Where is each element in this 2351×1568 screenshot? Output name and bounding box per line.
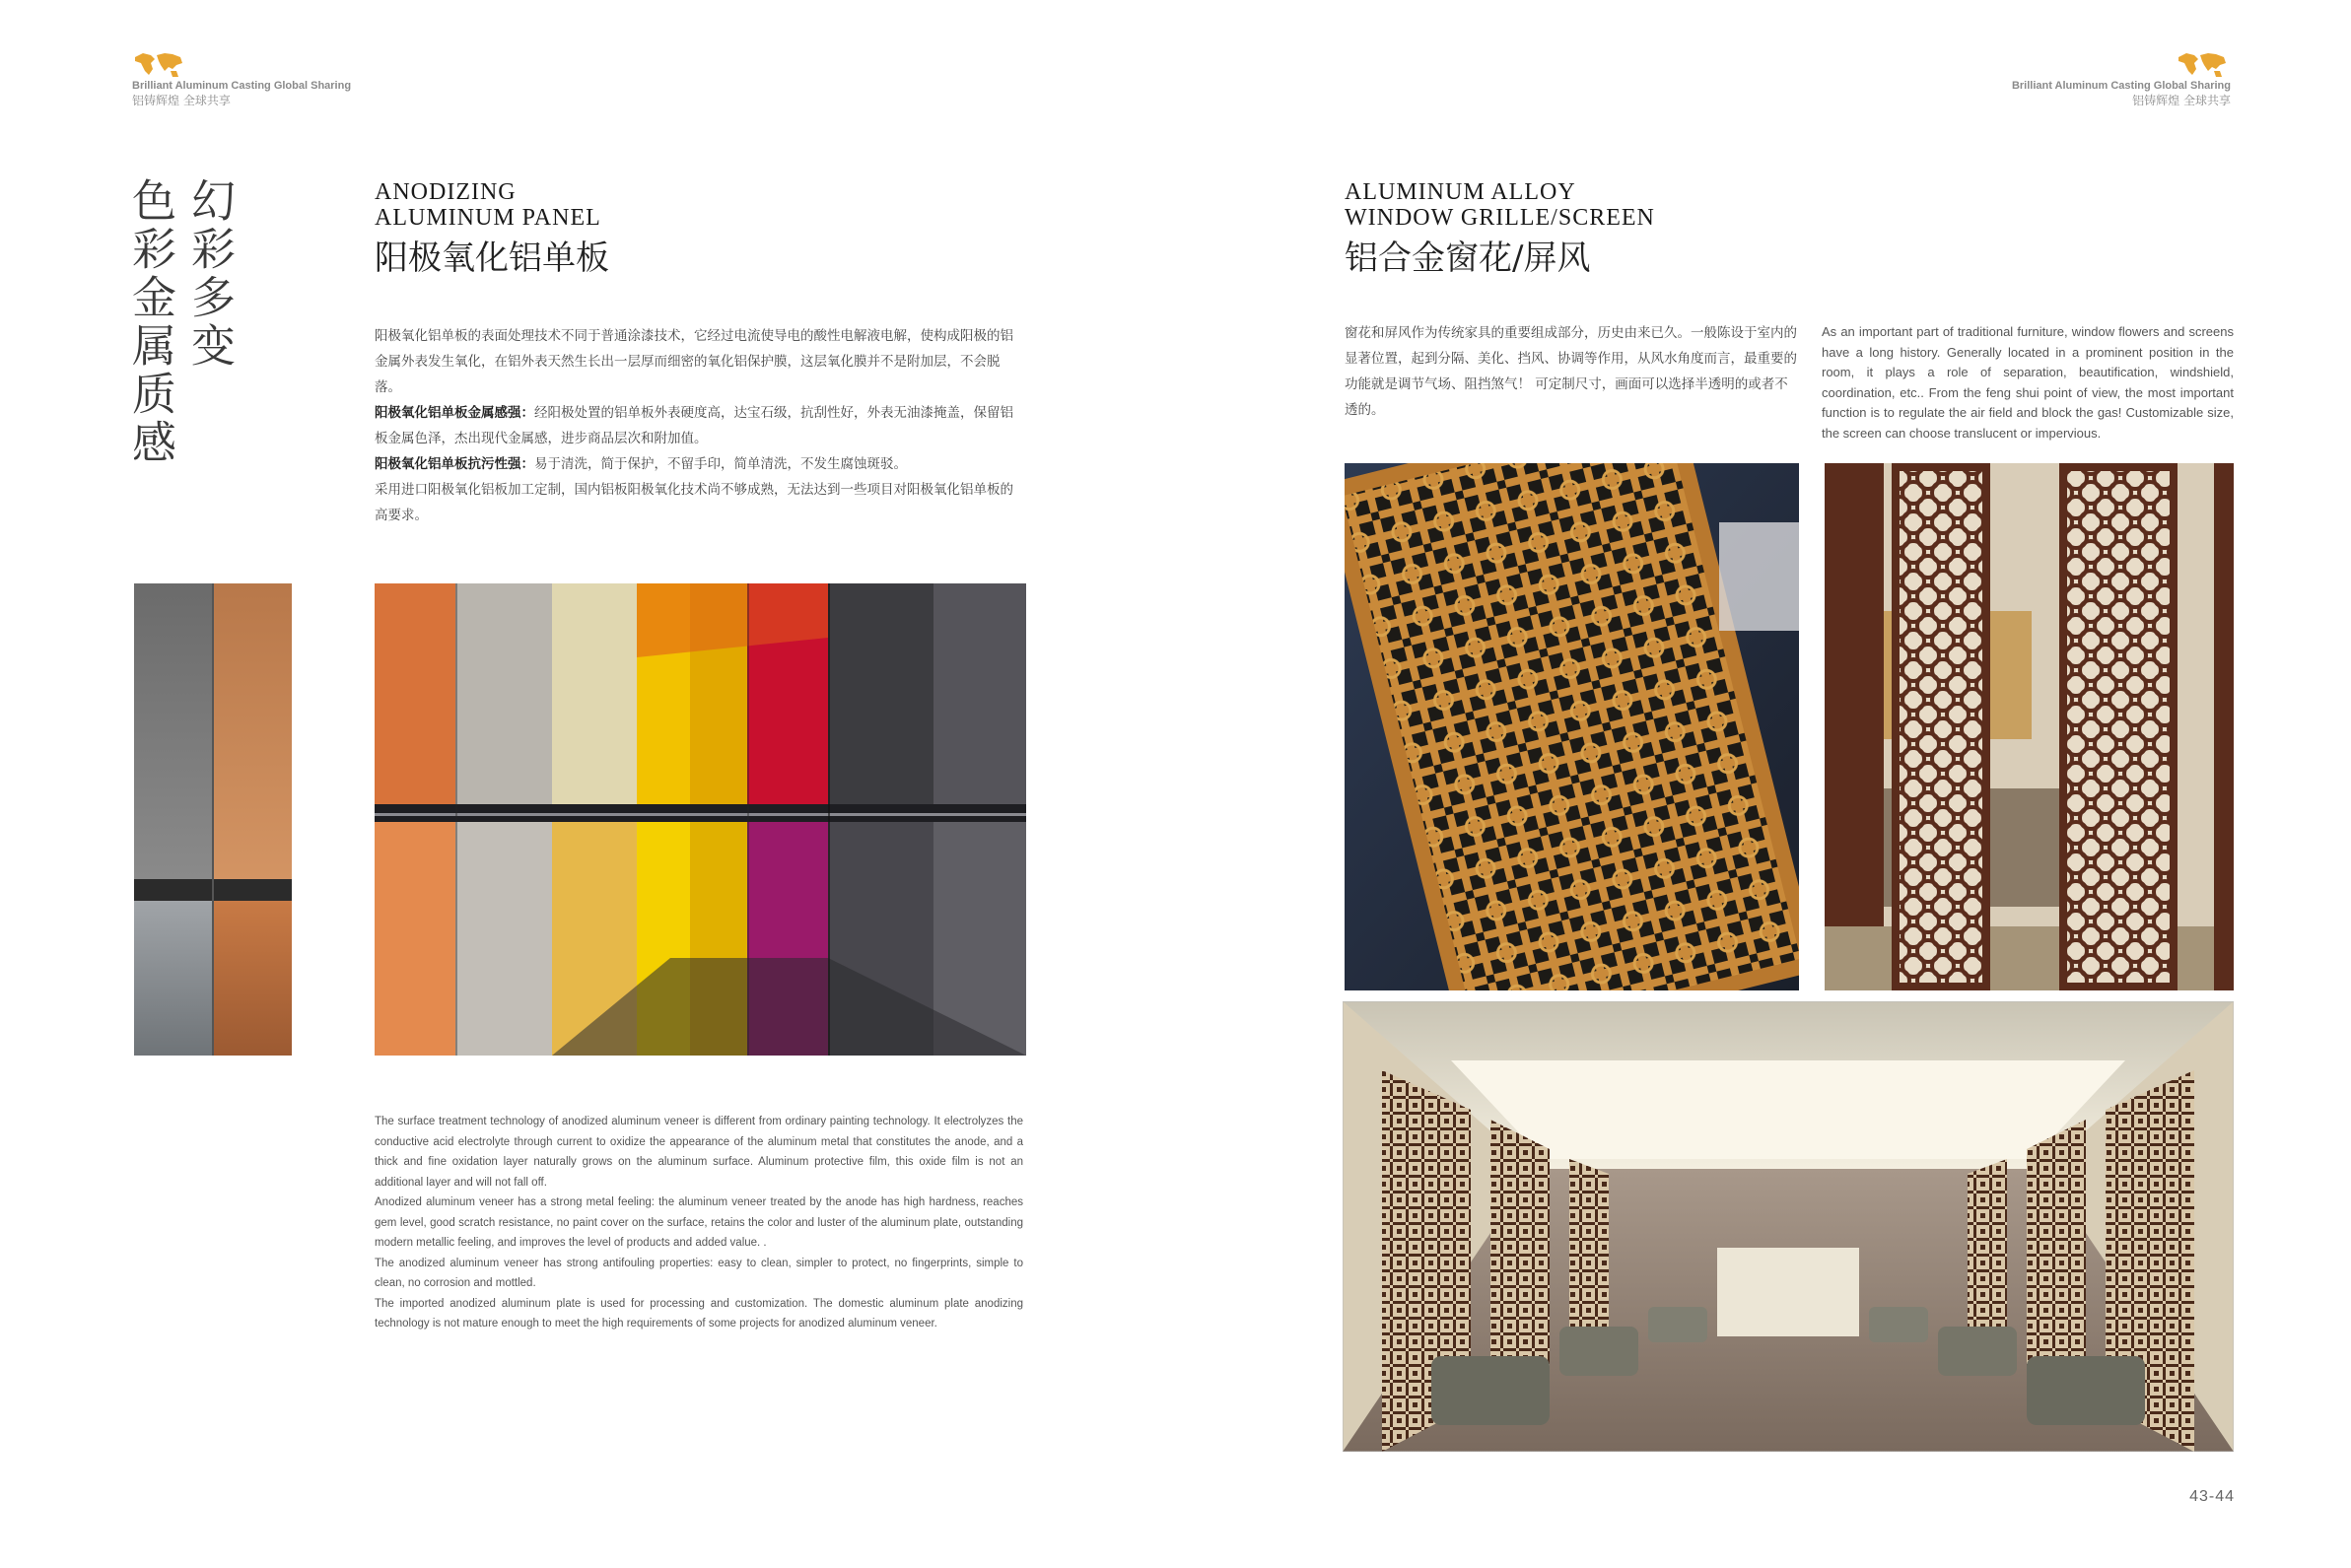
header-logo-right xyxy=(2175,49,2230,81)
cn-paragraph-4: 采用进口阳极氧化铝板加工定制，国内铝板阳极氧化技术尚不够成熟，无法达到一些项目对阳极氧化铝单板的高要求。 xyxy=(375,482,1013,523)
left-english-body xyxy=(375,1112,1023,1334)
anodized-panel-photo xyxy=(375,583,1026,1056)
right-title-english xyxy=(1345,179,1655,231)
cn-paragraph-3 xyxy=(375,451,1025,477)
world-map-icon xyxy=(131,49,186,81)
cn-paragraph-3-lead: 阳极氧化铝单板抗污性强： xyxy=(375,456,534,472)
cn-paragraph-2 xyxy=(375,400,1025,451)
en-paragraph-1: The surface treatment technology of anodized aluminum veneer is different from ordinary painting technology. It electrolyzes the conductive acid electrolyte through current to oxidize the appearance of the aluminum metal that constitutes the anode, and a thick and fine oxidation layer naturally grows on the aluminum surface. Aluminum protective film, this oxide film is not an additional layer and will not fall off. xyxy=(375,1116,1023,1189)
page-number: 43-44 xyxy=(2189,1488,2235,1505)
en-paragraph-3: The anodized aluminum veneer has strong antifouling properties: easy to clean, simpler to protect, no fingerprints, simple to clean, no corrosion and mottled. xyxy=(375,1257,1023,1289)
en-paragraph-4: The imported anodized aluminum plate is used for processing and customization. The domestic aluminum plate anodizing technology is not mature enough to meet the high requirements of some projects for anodized aluminum veneer. xyxy=(375,1297,1023,1329)
cn-paragraph-1: 阳极氧化铝单板的表面处理技术不同于普通涂漆技术，它经过电流使导电的酸性电解液电解，使构成阳极的铝金属外表发生氧化，在铝外表天然生长出一层厚而细密的氧化铝保护膜，这层氧化膜并不是附加层，不会脱落。 xyxy=(375,328,1013,395)
right-title-en-line2: WINDOW GRILLE/SCREEN xyxy=(1345,205,1655,231)
vertical-slogan-2: 色彩金属质感 xyxy=(124,177,176,467)
right-title-chinese: 铝合金窗花/屏风 xyxy=(1345,239,1591,278)
cn-paragraph-2-lead: 阳极氧化铝单板金属感强： xyxy=(375,405,534,421)
brand-english-right: Brilliant Aluminum Casting Global Sharing xyxy=(2011,80,2231,92)
right-title-en-line1: ALUMINUM ALLOY xyxy=(1345,179,1576,205)
vertical-slogan-1: 幻彩多变 xyxy=(183,177,236,371)
world-map-icon xyxy=(2175,49,2230,81)
brand-chinese-left: 铝铸辉煌 全球共享 xyxy=(132,94,231,107)
lattice-panel-photo xyxy=(1345,463,1799,990)
right-chinese-body: 窗花和屏风作为传统家具的重要组成部分，历史由来已久。一般陈设于室内的显著位置，起到分隔、美化、挡风、协调等作用，从风水角度而言，最重要的功能就是调节气场、阻挡煞气！ 可定制尺寸，画面可以选择半透明的或者不透的。 xyxy=(1345,325,1797,418)
left-title-english xyxy=(375,179,601,231)
hall-interior-photo xyxy=(1343,1001,2234,1452)
brand-english-left: Brilliant Aluminum Casting Global Sharing xyxy=(132,80,352,92)
cn-paragraph-2-text: 经阳极处置的铝单板外表硬度高，达宝石级，抗刮性好，外表无油漆掩盖，保留铝板金属色泽，杰出现代金属感，进步商品层次和附加值。 xyxy=(375,405,1013,446)
left-title-en-line1: ANODIZING xyxy=(375,179,517,205)
right-english-body: As an important part of traditional furniture, window flowers and screens have a long history. Generally located in a prominent position in the room, it plays a role of separation, beautification, windshield, coordination, etc.. From the feng shui point of view, the most important function is to regulate the air field and block the gas! Customizable size, the screen can choose translucent or impervious. xyxy=(1822,324,2234,441)
en-paragraph-2: Anodized aluminum veneer has a strong metal feeling: the aluminum veneer treated by the anode has high hardness, reaches gem level, good scratch resistance, no paint cover on the surface, retains the color and luster of the aluminum plate, outstanding modern metallic feeling, and improves the level of products and added value. . xyxy=(375,1196,1023,1249)
header-logo-left xyxy=(131,49,186,81)
brand-chinese-right: 铝铸辉煌 全球共享 xyxy=(2132,94,2231,107)
left-title-chinese: 阳极氧化铝单板 xyxy=(375,239,609,278)
left-chinese-body xyxy=(375,323,1025,528)
cn-paragraph-3-text: 易于清洗，简于保护，不留手印，简单清洗，不发生腐蚀斑驳。 xyxy=(534,456,907,472)
metal-texture-image xyxy=(134,583,292,1056)
room-divider-photo xyxy=(1825,463,2234,990)
left-title-en-line2: ALUMINUM PANEL xyxy=(375,205,601,231)
